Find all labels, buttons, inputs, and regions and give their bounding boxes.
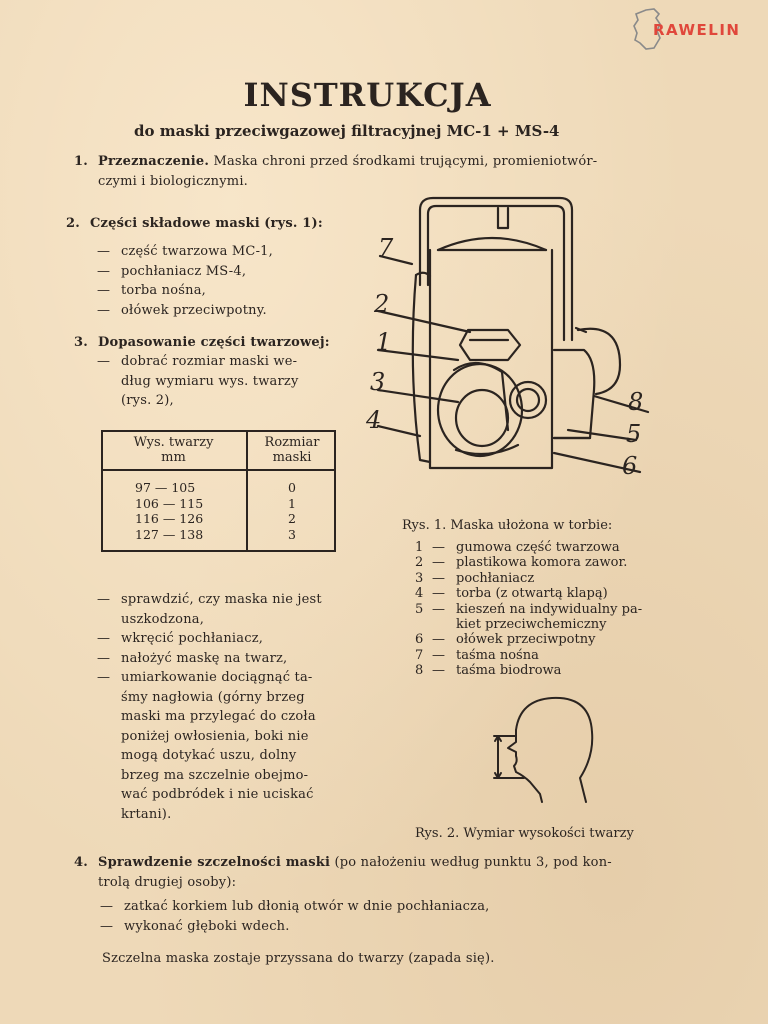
table-cell: 1 (288, 495, 296, 511)
dash-separator: — (432, 540, 445, 555)
head-profile-drawing (480, 690, 610, 805)
table-column-sizes (248, 480, 336, 542)
table-column-ranges (135, 480, 203, 542)
list-item-text: pochłaniacz MS-4, (121, 263, 247, 279)
legend-number: 8 (415, 663, 424, 679)
callout-label: 3 (370, 368, 386, 396)
dash-bullet: — (97, 354, 111, 369)
fit-intro (97, 352, 299, 411)
dash-bullet: — (100, 918, 114, 934)
list-item (97, 281, 273, 301)
callout-label: 5 (626, 420, 642, 448)
dash-separator: — (432, 647, 445, 663)
legend-text: taśma biodrowa (456, 663, 562, 679)
section-number: 1. (74, 154, 88, 169)
table-cell: 106 — 115 (135, 495, 204, 511)
list-item-text: krtani). (121, 806, 172, 822)
list-item-text: śmy nagłowia (górny brzeg (121, 689, 305, 705)
legend-item (415, 602, 642, 617)
section-number: 3. (74, 335, 88, 350)
rawelin-logo (632, 6, 768, 54)
section-text: czymi i biologicznymi. (98, 173, 249, 189)
section-heading: Części składowe maski (90, 216, 260, 231)
dash-separator: — (432, 632, 445, 648)
legend-text: taśma nośna (456, 647, 539, 663)
legend-number: 1 (415, 540, 424, 555)
figure-1-caption: Rys. 1. Maska ułożona w torbie: (402, 518, 613, 533)
figure-2-face-height (480, 690, 610, 805)
table-cell: 97 — 105 (135, 480, 196, 495)
dash-bullet: — (97, 592, 111, 607)
legend-item (415, 540, 642, 555)
callout-label: 8 (628, 388, 644, 416)
dash-bullet: — (97, 244, 111, 259)
table-cell: 127 — 138 (135, 526, 204, 542)
section-3 (74, 333, 330, 353)
legend-item (415, 663, 642, 678)
dash-separator: — (432, 601, 445, 617)
legend-number: 6 (415, 632, 424, 648)
table-cell: 116 — 126 (135, 511, 204, 526)
parts-list (97, 242, 273, 320)
header-line: mm (161, 450, 186, 465)
list-item-text: poniżej owłosienia, boki nie (121, 728, 309, 744)
seal-check-list (100, 897, 489, 936)
legend-text: gumowa część twarzowa (456, 540, 620, 555)
list-item-text: sprawdzić, czy maska nie jest (121, 592, 322, 607)
figure-1-legend (415, 540, 642, 679)
list-item-text: (rys. 2), (121, 393, 174, 408)
dash-bullet: — (97, 670, 111, 685)
list-item-text: umiarkowanie dociągnąć ta- (121, 670, 313, 685)
list-item-text: wykonać głęboki wdech. (124, 918, 290, 934)
list-item-text: ołówek przeciwpotny. (121, 302, 267, 318)
section-text: Maska chroni przed środkami trującymi, promieniotwór- (213, 154, 598, 169)
callout-label: 7 (378, 234, 394, 262)
logo-text: RAWELIN (653, 21, 741, 39)
list-item-text: dobrać rozmiar maski we- (121, 354, 298, 369)
section-heading: Dopasowanie części twarzowej: (98, 335, 330, 350)
legend-item (415, 586, 642, 601)
section-1 (74, 152, 597, 191)
list-item (97, 301, 273, 321)
header-line: Rozmiar (264, 435, 320, 450)
legend-number: 5 (415, 601, 424, 617)
section-2 (66, 214, 323, 234)
section-heading: Sprawdzenie szczelności maski (98, 855, 331, 870)
header-line: maski (272, 450, 312, 465)
legend-number: 4 (415, 586, 424, 602)
list-item-text: brzeg ma szczelnie obejmo- (121, 767, 309, 783)
legend-text: kiet przeciwchemiczny (456, 617, 607, 633)
list-item (97, 262, 273, 282)
callout-label: 2 (374, 290, 390, 318)
section-text: trolą drugiej osoby): (98, 874, 237, 890)
table-cell: 3 (288, 526, 296, 542)
list-item-text: zatkać korkiem lub dłonią otwór w dnie pochłaniacza, (124, 899, 490, 914)
gas-mask-bag-drawing (358, 190, 658, 490)
section-text: (po nałożeniu według punktu 3, pod kon- (334, 855, 612, 870)
size-table (101, 430, 336, 552)
dash-separator: — (432, 555, 445, 571)
legend-item (415, 571, 642, 586)
list-item-text: wkręcić pochłaniacz, (121, 631, 264, 646)
dash-separator: — (432, 586, 445, 602)
list-item (97, 242, 273, 262)
table-header-mask-size (248, 435, 336, 465)
dash-bullet: — (97, 263, 111, 279)
legend-text: plastikowa komora zawor. (456, 555, 628, 571)
figure-reference: (rys. 1): (264, 216, 323, 231)
list-item-text: dług wymiaru wys. twarzy (121, 373, 299, 389)
dash-bullet: — (97, 631, 111, 646)
figure-2-caption: Rys. 2. Wymiar wysokości twarzy (415, 826, 634, 841)
legend-number: 7 (415, 647, 424, 663)
dash-bullet: — (100, 899, 114, 914)
section-number: 4. (74, 855, 88, 870)
callout-label: 6 (622, 452, 638, 480)
document-title: INSTRUKCJA (243, 76, 492, 114)
list-item-text: maski ma przylegać do czoła (121, 709, 316, 724)
table-header-face-height (101, 435, 246, 465)
list-item-text: nałożyć maskę na twarz, (121, 650, 288, 666)
section-heading: Przeznaczenie. (98, 154, 210, 169)
callout-label: 4 (366, 406, 382, 434)
legend-text: kieszeń na indywidualny pa- (456, 601, 643, 617)
list-item-text: torba nośna, (121, 283, 206, 298)
section-4 (74, 853, 612, 892)
table-divider (101, 469, 336, 471)
legend-item (415, 648, 642, 663)
legend-text: torba (z otwartą klapą) (456, 586, 608, 602)
dash-bullet: — (97, 283, 111, 298)
figure-1-mask-in-bag (358, 190, 658, 490)
list-item-text: uszkodzona, (121, 611, 205, 627)
callout-label: 1 (376, 328, 392, 356)
legend-number: 3 (415, 570, 424, 586)
legend-item (415, 555, 642, 570)
legend-item (415, 617, 642, 632)
dash-separator: — (432, 663, 445, 679)
legend-text: ołówek przeciwpotny (456, 632, 596, 648)
dash-separator: — (432, 570, 445, 586)
closing-note: Szczelna maska zostaje przyssana do twarzy (zapada się). (102, 951, 495, 966)
table-cell: 2 (288, 511, 296, 526)
header-line: Wys. twarzy (133, 435, 214, 450)
list-item-text: część twarzowa MC-1, (121, 244, 273, 259)
dash-bullet: — (97, 302, 111, 318)
document-subtitle: do maski przeciwgazowej filtracyjnej MC-1 + MS-4 (134, 122, 560, 140)
section-number: 2. (66, 216, 80, 231)
legend-item (415, 632, 642, 647)
legend-text: pochłaniacz (456, 570, 535, 586)
legend-number: 2 (415, 555, 424, 571)
list-item-text: wać podbródek i nie uciskać (121, 787, 314, 802)
dash-bullet: — (97, 650, 111, 666)
fit-steps (97, 590, 322, 824)
table-cell: 0 (288, 480, 296, 495)
list-item-text: mogą dotykać uszu, dolny (121, 748, 297, 763)
